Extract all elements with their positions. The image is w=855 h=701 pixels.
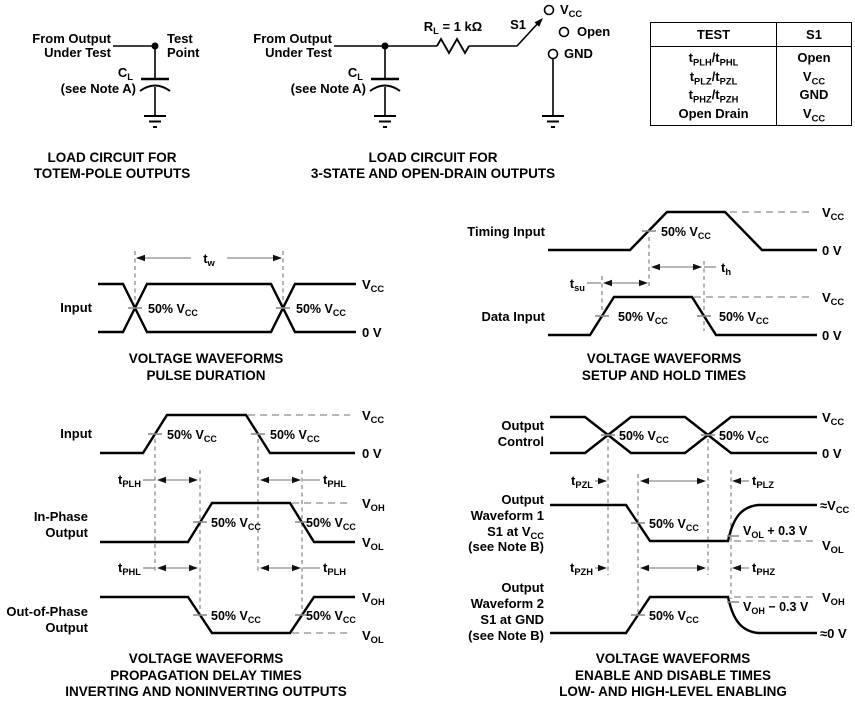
fifty-percent-label: 50% $V_{CC}$ — [719, 310, 769, 326]
arrowhead-right — [189, 477, 198, 483]
arrowhead-left — [260, 477, 269, 483]
arrowhead-right — [292, 565, 301, 571]
output-control-label2: Control — [497, 434, 544, 449]
gnd-terminal — [549, 50, 558, 59]
output-control-label: Output — [501, 418, 544, 433]
arrowhead-left — [136, 255, 145, 261]
voh-minus-label: $V_{OH} - 0.3$ V — [743, 600, 809, 616]
s1-cell: $V_{CC}$ — [777, 105, 852, 126]
resistor-icon — [437, 39, 469, 53]
totem-pole-load-circuit — [32, 31, 200, 181]
totem-caption-line1: LOAD CIRCUIT FOR — [47, 150, 177, 165]
arrowhead-right — [697, 565, 706, 571]
arrowhead-right — [598, 478, 607, 484]
pulse-caption-line2: PULSE DURATION — [146, 368, 266, 383]
tplh-label: $t_{PLH}$ — [323, 560, 347, 577]
s1-cell: GND — [777, 86, 852, 105]
three-state-load-circuit — [253, 2, 610, 181]
fifty-percent-label: 50% $V_{CC}$ — [619, 429, 669, 445]
pulse-caption-line1: VOLTAGE WAVEFORMS — [128, 351, 284, 366]
tphz-label: $t_{PHZ}$ — [752, 560, 776, 577]
vcc-level-label: $V_{CC}$ — [822, 290, 845, 307]
fifty-percent-label: 50% $V_{CC}$ — [167, 428, 217, 444]
approx-vcc-label: $\approx V_{CC}$ — [820, 498, 850, 515]
data-waveform — [548, 297, 817, 335]
zero-level-label: 0 V — [362, 325, 382, 340]
s1-cell: $V_{CC}$ — [777, 68, 852, 87]
table-header-test: TEST — [651, 23, 777, 47]
setup-caption-line2: SETUP AND HOLD TIMES — [581, 368, 747, 383]
tpzl-label: $t_{PZL}$ — [571, 473, 593, 490]
waveform2-label: Output — [501, 580, 544, 595]
fifty-percent-label: 50% $V_{CC}$ — [649, 609, 699, 625]
vcc-level-label: $V_{CC}$ — [362, 277, 385, 294]
outphase-label: Out-of-Phase — [6, 604, 88, 619]
enable-caption-line1: VOLTAGE WAVEFORMS — [595, 651, 751, 666]
setup-hold-waveform — [467, 205, 844, 383]
arrowhead-right — [639, 280, 648, 286]
s1-cell: Open — [777, 47, 852, 68]
voh-level-label: $V_{OH}$ — [362, 496, 385, 513]
vol-level-label: $V_{OL}$ — [362, 628, 384, 645]
note-a-label: (see Note A) — [60, 81, 136, 96]
from-output-label: From Output — [253, 31, 332, 46]
cl-label: $C_L$ — [347, 65, 363, 82]
input-label: Input — [60, 426, 92, 441]
test-cell: $t_{PLH}/t_{PHL}$ — [688, 50, 739, 68]
setup-caption-line1: VOLTAGE WAVEFORMS — [586, 351, 742, 366]
test-s1-table — [650, 22, 852, 126]
zero-level-label: 0 V — [822, 243, 842, 258]
table-row — [651, 47, 852, 68]
vcc-level-label: $V_{CC}$ — [822, 410, 845, 427]
arrowhead-left — [640, 565, 649, 571]
arrowhead-right — [697, 478, 706, 484]
arrowhead-right — [693, 264, 702, 270]
arrowhead-left — [157, 477, 166, 483]
arrowhead-left — [732, 478, 741, 484]
ground-icon — [144, 116, 166, 127]
zero-level-label: 0 V — [822, 446, 842, 461]
vcc-level-label: $V_{CC}$ — [362, 408, 385, 425]
voh-level-label: $V_{OH}$ — [822, 590, 845, 607]
fifty-percent-label: 50% $V_{CC}$ — [306, 609, 356, 625]
waveform1-label2: Waveform 1 — [470, 508, 544, 523]
fifty-percent-label: 50% $V_{CC}$ — [661, 225, 711, 241]
test-cell: $t_{PLZ}/t_{PZL}$ — [689, 68, 738, 87]
arrowhead-right — [292, 477, 301, 483]
tsu-label: $t_{su}$ — [569, 276, 585, 293]
fifty-percent-label: 50% $V_{CC}$ — [211, 609, 261, 625]
arrowhead-right — [189, 565, 198, 571]
propagation-delay-waveforms — [6, 408, 385, 699]
ground-icon — [542, 116, 564, 127]
arrowhead-right — [598, 565, 607, 571]
tpzh-label: $t_{PZH}$ — [569, 560, 593, 577]
gnd-label: GND — [564, 46, 593, 61]
data-input-label: Data Input — [481, 309, 545, 324]
zero-level-label: 0 V — [362, 446, 382, 461]
fifty-percent-label: 50% $V_{CC}$ — [148, 302, 198, 318]
fifty-percent-label: 50% $V_{CC}$ — [270, 428, 320, 444]
enable-disable-waveforms — [468, 410, 849, 699]
waveform1-label: Output — [501, 492, 544, 507]
vcc-label: $V_{CC}$ — [560, 2, 583, 19]
test-point-label: Test — [167, 31, 193, 46]
from-output-label2: Under Test — [44, 45, 111, 60]
arrowhead-left — [651, 264, 660, 270]
th-label: $t_h$ — [721, 260, 732, 277]
fifty-percent-label: 50% $V_{CC}$ — [719, 429, 769, 445]
open-terminal — [560, 28, 569, 37]
tw-label: $t_w$ — [203, 251, 215, 268]
enable-caption-line2: ENABLE AND DISABLE TIMES — [574, 668, 772, 683]
tristate-caption-line1: LOAD CIRCUIT FOR — [368, 150, 498, 165]
fifty-percent-label: 50% $V_{CC}$ — [618, 310, 668, 326]
pulse-duration-waveform — [60, 251, 384, 383]
vol-plus-label: $V_{OL} + 0.3$ V — [743, 524, 808, 540]
fifty-percent-label: 50% $V_{CC}$ — [306, 516, 356, 532]
arrowhead-left — [260, 565, 269, 571]
totem-caption-line2: TOTEM-POLE OUTPUTS — [33, 166, 191, 181]
tplh-label: $t_{PLH}$ — [117, 472, 141, 489]
test-cell: $t_{PHZ}/t_{PZH}$ — [688, 87, 739, 105]
table-header-s1: S1 — [777, 23, 852, 47]
timing-input-label: Timing Input — [467, 224, 545, 239]
input-label: Input — [60, 300, 92, 315]
vol-level-label: $V_{OL}$ — [362, 535, 384, 552]
arrowhead-left — [603, 280, 612, 286]
tphl-label: $t_{PHL}$ — [323, 472, 347, 489]
waveform2-label3: S1 at GND — [480, 612, 544, 627]
test-cell: Open Drain — [678, 105, 749, 121]
inphase-label: In-Phase — [33, 509, 88, 524]
table-row — [651, 105, 852, 126]
fifty-percent-label: 50% $V_{CC}$ — [649, 517, 699, 533]
voh-level-label: $V_{OH}$ — [362, 590, 385, 607]
vcc-terminal — [545, 6, 554, 15]
vcc-level-label: $V_{CC}$ — [822, 205, 845, 222]
cl-label: $C_L$ — [117, 65, 133, 82]
vol-level-label: $V_{OL}$ — [822, 538, 844, 555]
approx-zero-label: ≈0 V — [820, 626, 847, 641]
prop-caption-line1: VOLTAGE WAVEFORMS — [128, 651, 284, 666]
tphl-label: $t_{PHL}$ — [117, 560, 141, 577]
arrowhead-left — [157, 565, 166, 571]
zero-level-label: 0 V — [822, 328, 842, 343]
waveform2-label4: (see Note B) — [468, 628, 544, 643]
ground-icon — [374, 116, 396, 127]
table-row — [651, 68, 852, 87]
tplz-label: $t_{PLZ}$ — [752, 473, 774, 490]
rl-label: $R_L = 1$ kΩ — [423, 19, 483, 36]
table-row — [651, 86, 852, 105]
waveform2-label2: Waveform 2 — [470, 596, 544, 611]
from-output-label2: Under Test — [265, 45, 332, 60]
waveform1-label4: (see Note B) — [468, 539, 544, 554]
arrowhead-left — [640, 478, 649, 484]
open-label: Open — [577, 24, 611, 39]
fifty-percent-label: 50% $V_{CC}$ — [211, 516, 261, 532]
arrowhead-left — [732, 565, 741, 571]
from-output-label: From Output — [32, 31, 111, 46]
prop-caption-line2: PROPAGATION DELAY TIMES — [110, 668, 302, 683]
tristate-caption-line2: 3-STATE AND OPEN-DRAIN OUTPUTS — [310, 166, 556, 181]
s1-label: S1 — [510, 17, 526, 32]
outphase-label2: Output — [45, 620, 88, 635]
enable-caption-line3: LOW- AND HIGH-LEVEL ENABLING — [559, 684, 787, 699]
inphase-label2: Output — [45, 525, 88, 540]
waveform1-label3: S1 at $V_{CC}$ — [487, 524, 544, 541]
arrowhead-right — [273, 255, 282, 261]
fifty-percent-label: 50% $V_{CC}$ — [296, 302, 346, 318]
test-point-label2: Point — [167, 45, 200, 60]
prop-caption-line3: INVERTING AND NONINVERTING OUTPUTS — [65, 684, 347, 699]
note-a-label: (see Note A) — [290, 81, 366, 96]
